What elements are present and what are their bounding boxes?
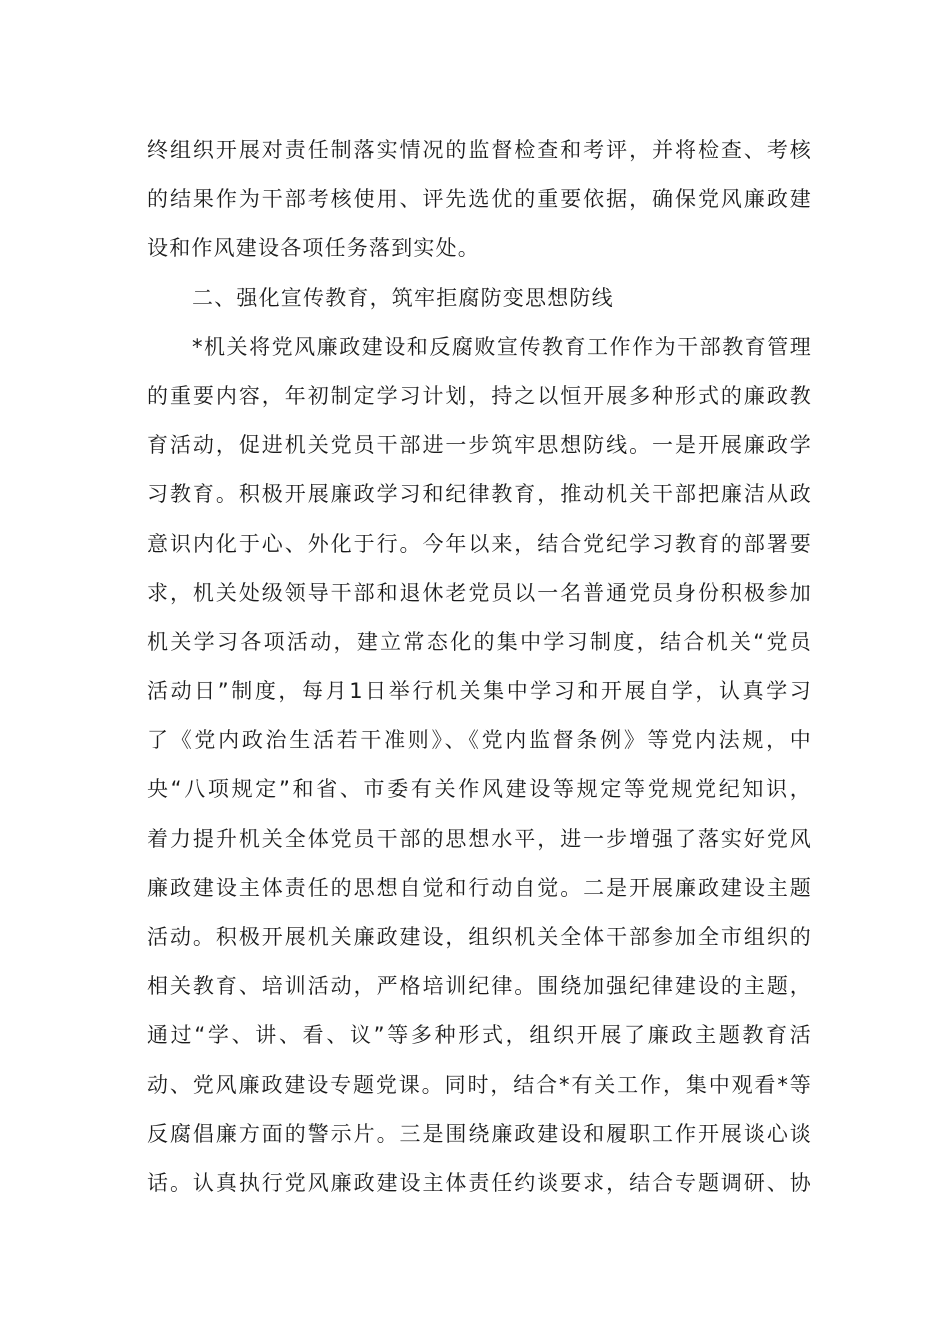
paragraph-line: 相关教育、培训活动，严格培训纪律。围绕加强纪律建设的主题， [147,974,812,999]
document-body [147,126,812,1208]
paragraph-line: 求，机关处级领导干部和退休老党员以一名普通党员身份积极参加 [147,580,812,605]
paragraph-line: 央“八项规定”和省、市委有关作风建设等规定等党规党纪知识， [147,777,812,802]
paragraph-line: 活动日”制度，每月1日举行机关集中学习和开展自学，认真学习 [147,679,812,704]
paragraph-line: 动、党风廉政建设专题党课。同时，结合*有关工作，集中观看*等 [147,1072,812,1097]
paragraph-line: 通过“学、讲、看、议”等多种形式，组织开展了廉政主题教育活 [147,1023,812,1048]
paragraph-line: 设和作风建设各项任务落到实处。 [147,236,480,261]
paragraph-line: 育活动，促进机关党员干部进一步筑牢思想防线。一是开展廉政学 [147,433,812,458]
paragraph-line: 终组织开展对责任制落实情况的监督检查和考评，并将检查、考核 [147,138,812,162]
paragraph-line: 的结果作为干部考核使用、评先选优的重要依据，确保党风廉政建 [147,187,812,212]
paragraph-line: 意识内化于心、外化于行。今年以来，结合党纪学习教育的部署要 [147,531,812,556]
paragraph-line: *机关将党风廉政建设和反腐败宣传教育工作作为干部教育管理 [192,334,812,359]
paragraph-line: 反腐倡廉方面的警示片。三是围绕廉政建设和履职工作开展谈心谈 [147,1121,812,1146]
paragraph-line: 了《党内政治生活若干准则》、《党内监督条例》等党内法规，中 [147,728,812,753]
section-heading: 二、强化宣传教育，筑牢拒腐防变思想防线 [192,285,614,310]
paragraph-line: 廉政建设主体责任的思想自觉和行动自觉。二是开展廉政建设主题 [147,875,812,900]
paragraph-line: 机关学习各项活动，建立常态化的集中学习制度，结合机关“党员 [147,629,812,654]
paragraph-line: 习教育。积极开展廉政学习和纪律教育，推动机关干部把廉洁从政 [147,482,812,507]
paragraph-line: 着力提升机关全体党员干部的思想水平，进一步增强了落实好党风 [147,826,812,851]
paragraph-line: 活动。积极开展机关廉政建设，组织机关全体干部参加全市组织的 [147,925,812,949]
paragraph-line: 话。认真执行党风廉政建设主体责任约谈要求，结合专题调研、协 [147,1170,812,1195]
paragraph-line: 的重要内容，年初制定学习计划，持之以恒开展多种形式的廉政教 [147,383,812,408]
